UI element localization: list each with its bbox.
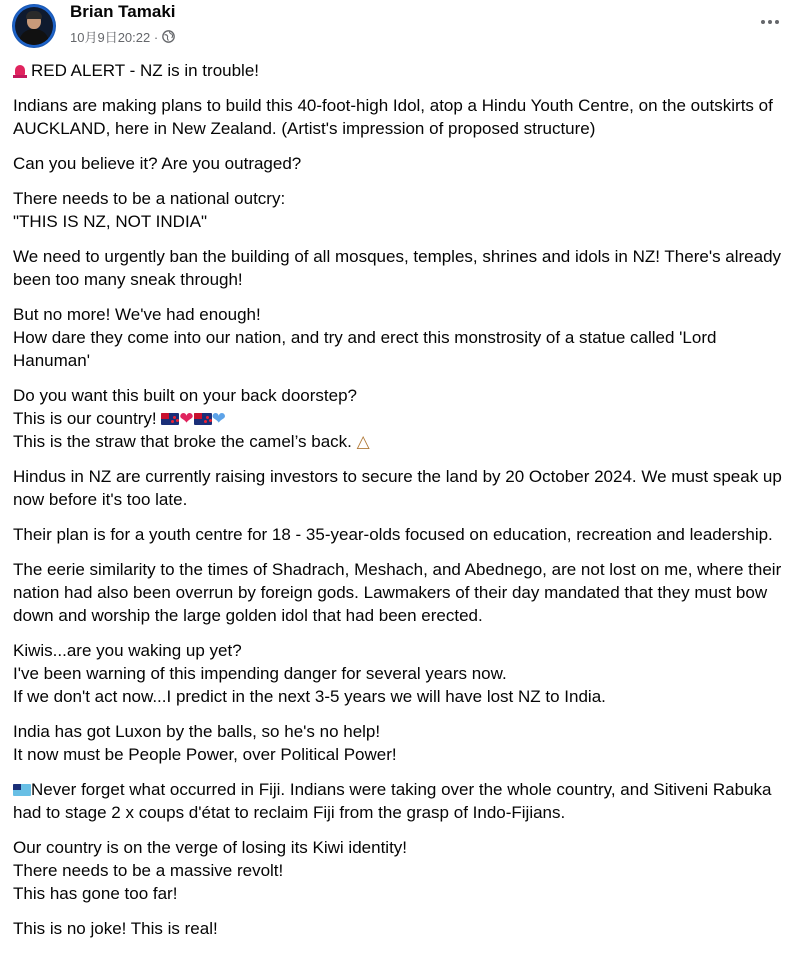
avatar-photo: [15, 7, 53, 45]
paragraph: Kiwis...are you waking up yet? I've been warning of this impending danger for several years now. If we don't act now...I predict in the next 3-5 years we will have lost NZ to India.: [13, 641, 606, 706]
post-meta: [70, 27, 175, 46]
nz-flag-emoji: [161, 413, 179, 425]
paragraph-red-alert: RED ALERT - NZ is in trouble!: [13, 59, 791, 82]
line: This is the straw that broke the camel’s back.: [13, 432, 352, 451]
paragraph: Can you believe it? Are you outraged?: [13, 154, 302, 173]
line: This is our country!: [13, 409, 157, 428]
paragraph-fiji: Never forget what occurred in Fiji. Indians were taking over the whole country, and Sitiveni Rabuka had to stage 2 x coups d'état to reclaim Fiji from the grasp of Indo-Fijians.: [13, 780, 772, 822]
avatar[interactable]: [12, 4, 56, 48]
paragraph: There needs to be a national outcry: "THIS IS NZ, NOT INDIA": [13, 189, 286, 231]
paragraph: India has got Luxon by the balls, so he's no help! It now must be People Power, over Political Power!: [13, 722, 397, 764]
paragraph: Their plan is for a youth centre for 18 - 35-year-olds focused on education, recreation and leadership.: [13, 525, 773, 544]
blue-heart-emoji: ❤: [211, 409, 226, 428]
paragraph: But no more! We've had enough! How dare they come into our nation, and try and erect this monstrosity of a statue called 'Lord Hanuman': [13, 305, 717, 370]
camel-emoji: △: [356, 432, 370, 451]
fiji-flag-emoji: [13, 784, 31, 796]
nz-flag-emoji: [194, 413, 212, 425]
line: Do you want this built on your back doorstep?: [13, 386, 357, 405]
paragraph: Hindus in NZ are currently raising investors to secure the land by 20 October 2024. We must speak up now before it's too late.: [13, 467, 782, 509]
police-light-emoji: [13, 64, 27, 78]
paragraph: Our country is on the verge of losing its Kiwi identity! There needs to be a massive revolt! This has gone too far!: [13, 838, 408, 903]
post-timestamp[interactable]: 10月9日20:22 ·: [70, 30, 159, 45]
globe-icon: [162, 30, 175, 43]
red-heart-emoji: ❤: [179, 409, 194, 428]
post-header: [12, 0, 788, 52]
paragraph: This is no joke! This is real!: [13, 919, 218, 938]
author-name[interactable]: Brian Tamaki: [70, 2, 176, 21]
post-body: [13, 59, 791, 952]
paragraph: Indians are making plans to build this 40-foot-high Idol, atop a Hindu Youth Centre, on the outskirts of AUCKLAND, here in New Zealand. (Artist's impression of proposed structure): [13, 96, 773, 138]
paragraph: The eerie similarity to the times of Shadrach, Meshach, and Abednego, are not lost on me, where their nation had also been overrun by foreign gods. Lawmakers of their day mandated that they must bow down and worship the large golden idol that had been erected.: [13, 560, 782, 625]
paragraph-country: [13, 384, 791, 453]
paragraph: We need to urgently ban the building of all mosques, temples, shrines and idols in NZ! There's already been too many sneak through!: [13, 247, 782, 289]
more-options-icon[interactable]: [756, 10, 784, 34]
